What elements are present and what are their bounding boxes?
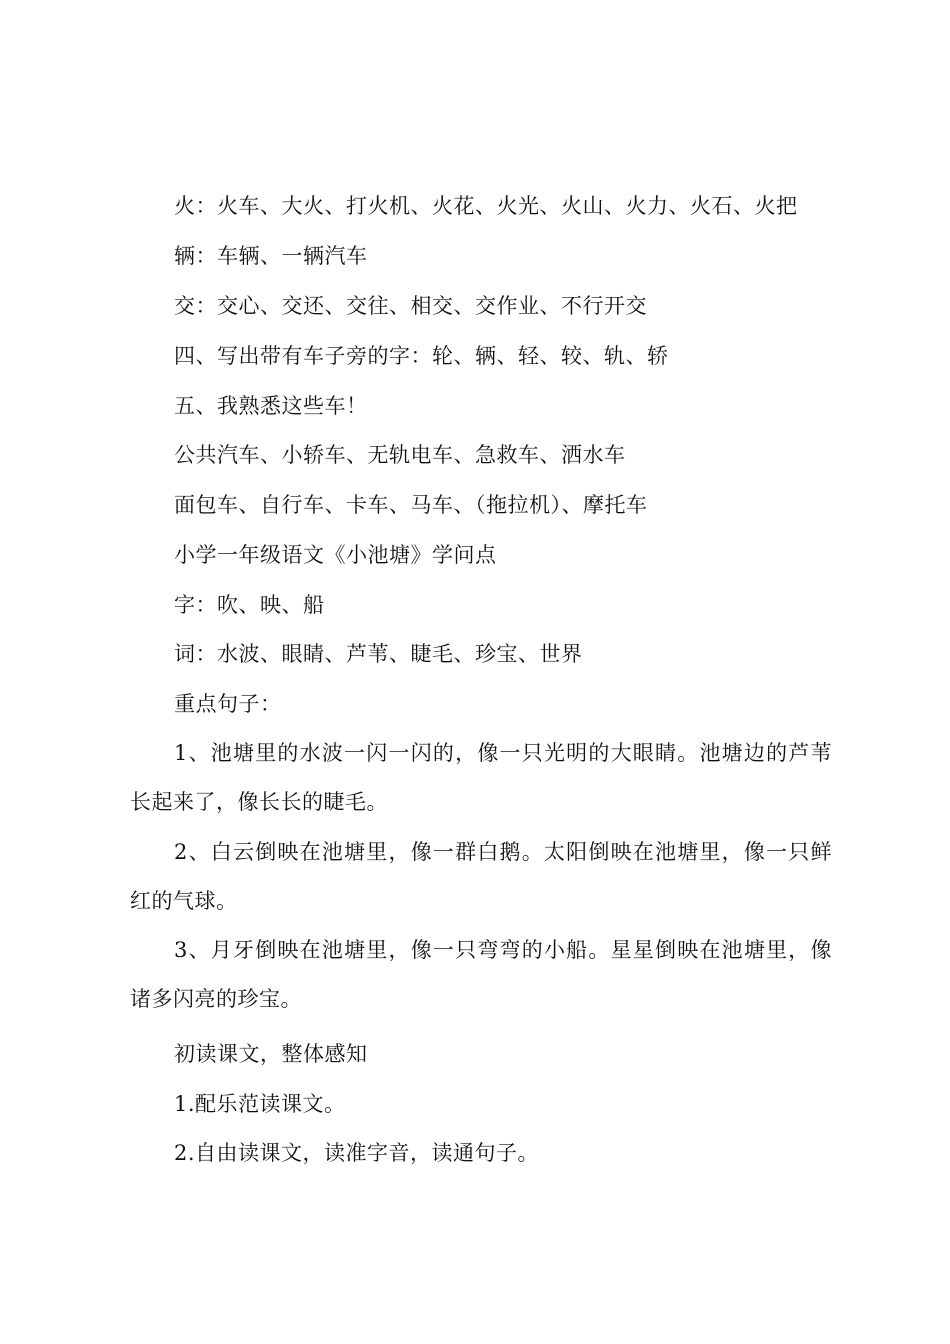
exercise-five: 五、我熟悉这些车！	[174, 394, 368, 418]
key-sentence-2: 2、白云倒映在池塘里，像一群白鹅。太阳倒映在池塘里，像一只鲜红的气球。	[130, 840, 832, 913]
step-one: 1.配乐范读课文。	[174, 1092, 346, 1116]
vocab-line-jiao: 交：交心、交还、交往、相交、交作业、不行开交	[174, 294, 647, 318]
words-line: 词：水波、眼睛、芦苇、睫毛、珍宝、世界	[174, 642, 583, 666]
characters-line: 字：吹、映、船	[174, 593, 325, 617]
vocab-line-liang: 辆：车辆、一辆汽车	[174, 244, 368, 268]
reading-heading: 初读课文，整体感知	[174, 1042, 368, 1066]
key-sentence-3: 3、月牙倒映在池塘里，像一只弯弯的小船。星星倒映在池塘里，像诸多闪亮的珍宝。	[130, 938, 832, 1011]
section-title: 小学一年级语文《小池塘》学问点	[174, 543, 497, 567]
exercise-four: 四、写出带有车子旁的字：轮、辆、轻、较、轨、轿	[174, 344, 669, 368]
vehicle-list-2: 面包车、自行车、卡车、马车、（拖拉机）、摩托车	[174, 493, 648, 517]
key-sentence-1: 1、池塘里的水波一闪一闪的，像一只光明的大眼睛。池塘边的芦苇长起来了，像长长的睫毛。	[130, 741, 832, 814]
vocab-line-huo: 火：火车、大火、打火机、火花、火光、火山、火力、火石、火把	[174, 194, 798, 218]
key-sentences-heading: 重点句子：	[174, 692, 282, 716]
step-two: 2.自由读课文，读准字音，读通句子。	[174, 1141, 540, 1165]
vehicle-list-1: 公共汽车、小轿车、无轨电车、急救车、洒水车	[174, 443, 626, 467]
